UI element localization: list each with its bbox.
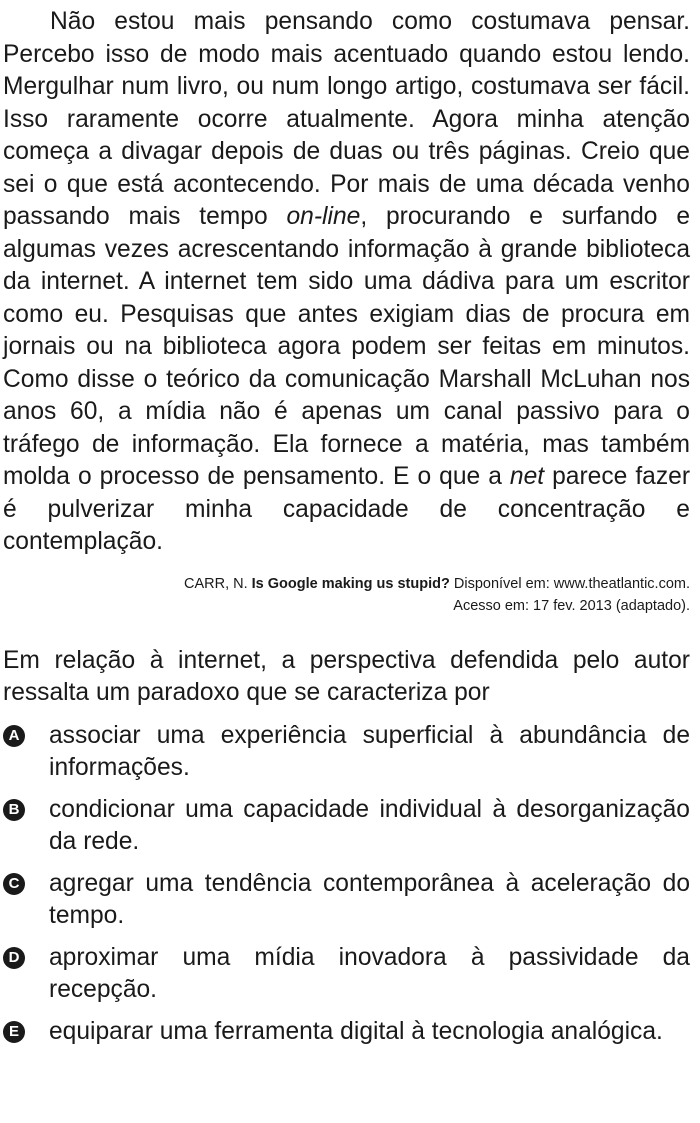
- option-c[interactable]: [3, 868, 690, 933]
- answer-options: [3, 720, 690, 1049]
- source-citation: [3, 573, 690, 617]
- option-b[interactable]: [3, 794, 690, 859]
- option-a-letter-badge: A: [3, 725, 25, 747]
- option-c-letter-badge: C: [3, 873, 25, 895]
- citation-author: CARR, N.: [183, 575, 252, 592]
- citation-title: Is Google making us stupid?: [251, 575, 450, 592]
- option-d-text: aproximar uma mídia inovadora à passividade da recepção.: [49, 943, 690, 1003]
- option-e-letter-badge: E: [3, 1021, 25, 1043]
- passage-part-1: Não estou mais pensando como costumava pensar. Percebo isso de modo mais acentuado quando estou lendo. Mergulhar num livro, ou num longo artigo, costumava ser fácil. Isso raramente ocorre atualmente. Agora minha atenção começa a divagar depois de duas ou três páginas. Creio que sei o que está acontecendo. Por mais de uma década venho passando mais tempo: [3, 8, 690, 230]
- option-d-letter-badge: D: [3, 947, 25, 969]
- option-b-text: condicionar uma capacidade individual à desorganização da rede.: [49, 795, 690, 855]
- passage-italic-net: net: [509, 463, 545, 490]
- option-d[interactable]: [3, 942, 690, 1007]
- passage-italic-online: on-line: [286, 203, 361, 230]
- passage-part-3: parece fazer é pulverizar minha capacidade de concentração e contemplação.: [3, 463, 691, 555]
- option-a-text: associar uma experiência superficial à abundância de informações.: [49, 721, 690, 781]
- option-a[interactable]: [3, 720, 690, 785]
- option-e[interactable]: [3, 1016, 690, 1049]
- question-stem: Em relação à internet, a perspectiva defendida pelo autor ressalta um paradoxo que se caracteriza por: [3, 646, 690, 706]
- option-e-text: equiparar uma ferramenta digital à tecnologia analógica.: [49, 1017, 663, 1045]
- passage-text: [3, 6, 690, 559]
- citation-access: Acesso em: 17 fev. 2013 (adaptado).: [453, 597, 690, 614]
- passage-part-2: , procurando e surfando e algumas vezes acrescentando informação à grande biblioteca da internet. A internet tem sido uma dádiva para um escritor como eu. Pesquisas que antes exigiam dias de procura em jornais ou na biblioteca agora podem ser feitas em minutos. Como disse o teórico da comunicação Marshall McLuhan nos anos 60, a mídia não é apenas um canal passivo para o tráfego de informação. Ela fornece a matéria, mas também molda o processo de pensamento. E o que a: [3, 203, 690, 490]
- citation-available: Disponível em: www.theatlantic.com.: [449, 575, 690, 592]
- option-b-letter-badge: B: [3, 799, 25, 821]
- option-c-text: agregar uma tendência contemporânea à aceleração do tempo.: [49, 869, 690, 929]
- citation-line-1: [3, 573, 690, 595]
